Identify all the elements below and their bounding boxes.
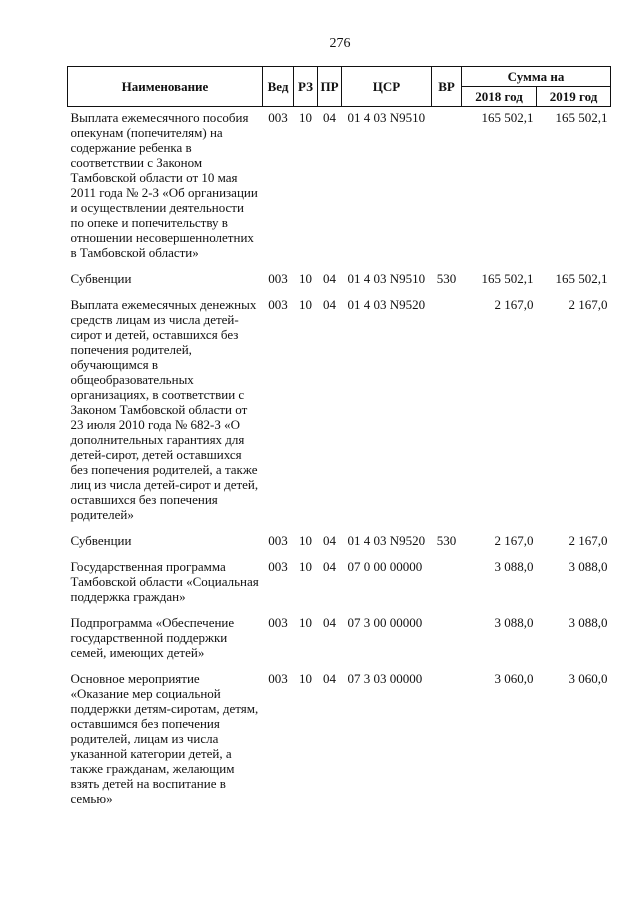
row-sum-2019: 3 088,0	[568, 559, 608, 574]
row-vr	[432, 294, 462, 530]
row-sum-2019: 2 167,0	[568, 533, 608, 548]
table-row	[68, 612, 611, 668]
header-sum-group: Сумма на	[462, 67, 611, 87]
row-csr: 01 4 03 N9520	[347, 297, 426, 312]
header-vr: ВР	[432, 67, 462, 107]
row-ved: 003	[268, 110, 288, 125]
row-sum-2018: 165 502,1	[481, 271, 534, 286]
row-csr: 01 4 03 N9510	[347, 110, 426, 125]
row-ved: 003	[268, 297, 288, 312]
row-pr: 04	[323, 271, 336, 286]
row-csr: 07 3 03 00000	[347, 671, 423, 686]
header-year-2018: 2018 год	[462, 87, 537, 107]
row-name: Основное мероприятие «Оказание мер социальной поддержки детям-сиротам, детям, оставшимся без попечения родителей, лицам из числа указанной категории детей, а также гражданам, желающим взять детей на воспитание в семью»	[70, 671, 259, 806]
row-rz: 10	[299, 271, 312, 286]
row-name: Субвенции	[70, 271, 132, 286]
table-row	[68, 668, 611, 814]
row-rz: 10	[299, 615, 312, 630]
page-number: 276	[329, 36, 351, 51]
table-body	[68, 107, 611, 815]
table-row	[68, 294, 611, 530]
header-pr: ПР	[318, 67, 342, 107]
row-name: Подпрограмма «Обеспечение государственной поддержки семей, имеющих детей»	[70, 615, 235, 660]
row-sum-2019: 3 088,0	[568, 615, 608, 630]
table-row	[68, 107, 611, 269]
table-row	[68, 268, 611, 294]
row-csr: 01 4 03 N9520	[347, 533, 426, 548]
row-ved: 003	[268, 615, 288, 630]
table-row	[68, 530, 611, 556]
row-ved: 003	[268, 559, 288, 574]
row-pr: 04	[323, 671, 336, 686]
row-pr: 04	[323, 615, 336, 630]
row-pr: 04	[323, 297, 336, 312]
table-header	[68, 67, 611, 107]
row-vr	[432, 107, 462, 269]
row-sum-2018: 2 167,0	[494, 533, 534, 548]
row-sum-2019: 3 060,0	[568, 671, 608, 686]
row-sum-2018: 3 088,0	[494, 559, 534, 574]
row-ved: 003	[268, 271, 288, 286]
row-sum-2019: 165 502,1	[555, 110, 608, 125]
row-sum-2018: 3 060,0	[494, 671, 534, 686]
row-rz: 10	[299, 559, 312, 574]
row-rz: 10	[299, 297, 312, 312]
row-sum-2018: 165 502,1	[481, 110, 534, 125]
row-csr: 07 3 00 00000	[347, 615, 423, 630]
row-rz: 10	[299, 110, 312, 125]
row-pr: 04	[323, 110, 336, 125]
header-ved: Вед	[263, 67, 294, 107]
row-rz: 10	[299, 533, 312, 548]
row-sum-2019: 165 502,1	[555, 271, 608, 286]
row-name: Субвенции	[70, 533, 132, 548]
row-pr: 04	[323, 533, 336, 548]
budget-table	[67, 66, 611, 814]
row-vr: 530	[436, 271, 457, 286]
row-csr: 07 0 00 00000	[347, 559, 423, 574]
row-ved: 003	[268, 533, 288, 548]
row-ved: 003	[268, 671, 288, 686]
header-rz: РЗ	[294, 67, 318, 107]
row-rz: 10	[299, 671, 312, 686]
row-vr: 530	[436, 533, 457, 548]
row-sum-2018: 3 088,0	[494, 615, 534, 630]
header-csr: ЦСР	[342, 67, 432, 107]
header-name: Наименование	[68, 67, 263, 107]
row-sum-2018: 2 167,0	[494, 297, 534, 312]
row-pr: 04	[323, 559, 336, 574]
row-csr: 01 4 03 N9510	[347, 271, 426, 286]
table-row	[68, 556, 611, 612]
row-name: Выплата ежемесячных денежных средств лицам из числа детей-сирот и детей, оставшихся без попечения родителей, обучающимся в общеобразовательных организациях, в соответствии с Законом Тамбовской области от 23 июля 2010 года № 682-З «О дополнительных гарантиях для детей-сирот, детей оставшихся без попечения родителей, а также лиц из числа детей-сирот и детей, оставшихся без попечения родителей»	[70, 297, 259, 522]
row-vr	[432, 612, 462, 668]
row-vr	[432, 556, 462, 612]
header-year-2019: 2019 год	[537, 87, 611, 107]
row-sum-2019: 2 167,0	[568, 297, 608, 312]
row-name: Государственная программа Тамбовской области «Социальная поддержка граждан»	[70, 559, 259, 604]
row-vr	[432, 668, 462, 814]
row-name: Выплата ежемесячного пособия опекунам (попечителям) на содержание ребенка в соответствии с Законом Тамбовской области от 10 мая 2011 года № 2-З «Об организации и осуществлении деятельности по опеке и попечительству в отношении несовершеннолетних в Тамбовской области»	[70, 110, 258, 260]
